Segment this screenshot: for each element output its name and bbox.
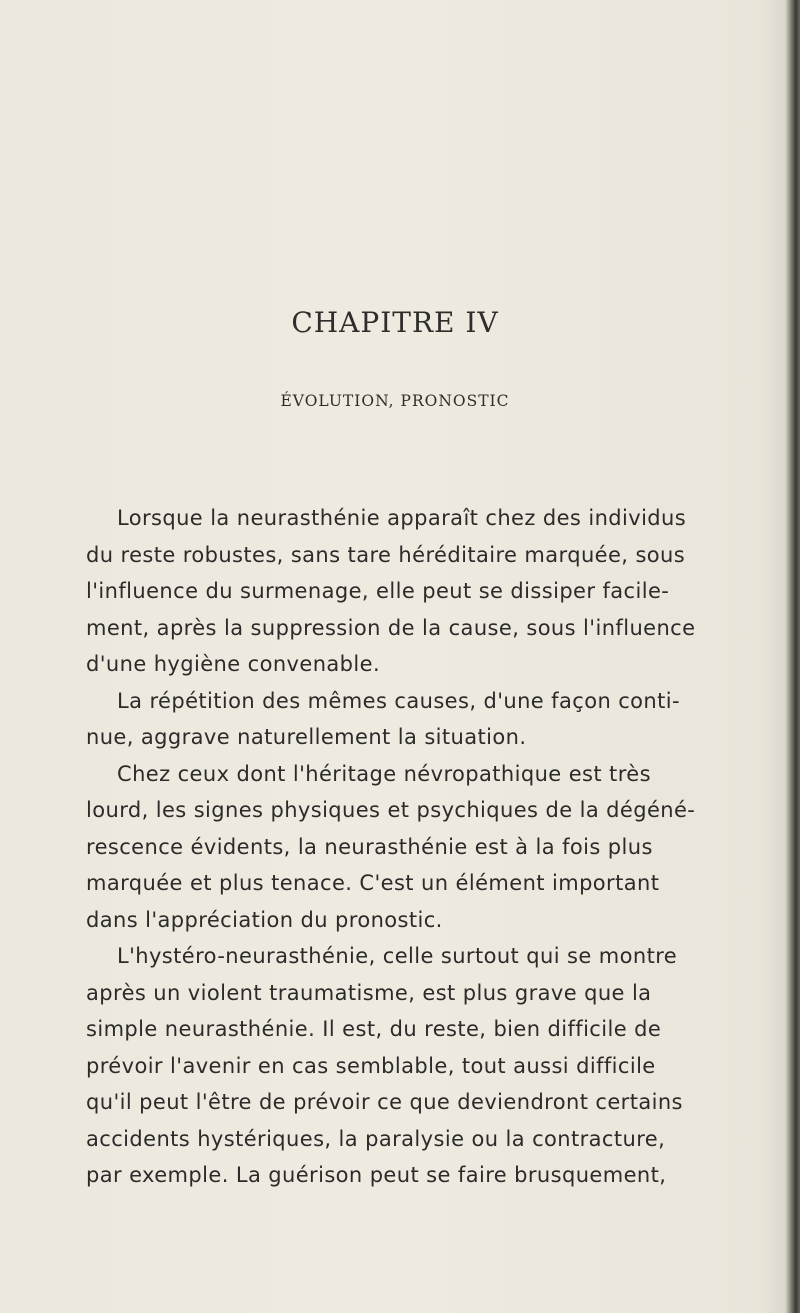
text-line: dans l'appréciation du pronostic.	[86, 907, 443, 932]
text-line: marquée et plus tenace. C'est un élément important	[86, 871, 660, 895]
text-line: après un violent traumatisme, est plus grave que la	[86, 980, 652, 1005]
text-line: l'influence du surmenage, elle peut se dissiper facile-	[86, 579, 670, 603]
text-line: ment, après la suppression de la cause, sous l'influence	[86, 615, 696, 640]
text-line: rescence évidents, la neurasthénie est à la fois plus	[86, 834, 653, 859]
body-text	[86, 500, 746, 1194]
page-edge-shadow	[786, 0, 800, 1313]
text-line: Lorsque la neurasthénie apparaît chez des individus	[117, 506, 687, 530]
chapter-subtitle: ÉVOLUTION, PRONOSTIC	[280, 392, 510, 410]
text-line: Chez ceux dont l'héritage névropathique est très	[117, 761, 651, 786]
text-line: prévoir l'avenir en cas semblable, tout aussi difficile	[86, 1053, 656, 1078]
text-line: d'une hygiène convenable.	[86, 652, 381, 676]
text-line: qu'il peut l'être de prévoir ce que deviendront certains	[86, 1090, 683, 1114]
text-line: simple neurasthénie. Il est, du reste, bien difficile de	[86, 1017, 662, 1041]
text-line: du reste robustes, sans tare héréditaire marquée, sous	[86, 542, 686, 567]
text-line: par exemple. La guérison peut se faire brusquement,	[86, 1163, 667, 1187]
text-line: accidents hystériques, la paralysie ou la contracture,	[86, 1126, 666, 1151]
text-line: nue, aggrave naturellement la situation.	[86, 725, 527, 749]
text-line: L'hystéro-neurasthénie, celle surtout qui se montre	[117, 944, 678, 968]
chapter-title: CHAPITRE IV	[291, 306, 499, 339]
text-line: La répétition des mêmes causes, d'une façon conti-	[117, 688, 680, 713]
text-line: lourd, les signes physiques et psychiques de la dégéné-	[86, 798, 696, 822]
